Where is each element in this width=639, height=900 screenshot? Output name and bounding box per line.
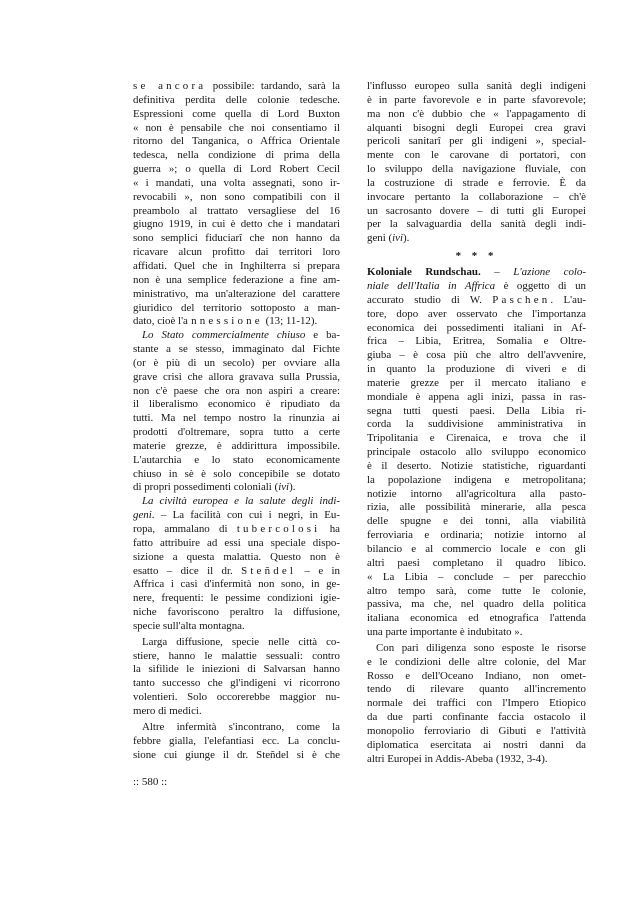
text-run: specie sull'alta montagna. <box>133 619 245 632</box>
text-run: materie grezze, è addirittura impossibile. <box>133 439 340 452</box>
text-line <box>133 691 340 705</box>
spaced-emphasis-text: se ancora <box>133 80 207 92</box>
text-line <box>367 94 586 108</box>
text-run: e le condizioni delle altre colonie, del Mar <box>367 655 586 668</box>
text-run: « i mandati, una volta assegnati, sono ir- <box>133 176 340 189</box>
text-run: (or è più di un secolo) per ovviare alla <box>133 356 340 369</box>
text-run: economica dei possedimenti italiani in Af- <box>367 321 586 334</box>
text-run: volentieri. Solo occorerebbe maggior nu- <box>133 691 340 704</box>
text-line <box>367 571 586 585</box>
text-line <box>367 349 586 363</box>
text-run: è il deserto. Notizie statistiche, riguardanti <box>367 459 586 472</box>
text-line <box>133 663 340 677</box>
text-run: niche favoriscono peraltro la diffusione, <box>133 606 340 619</box>
text-line <box>367 308 586 322</box>
text-run: invocare pertanto la collaborazione – ch'è <box>367 190 586 203</box>
text-line <box>133 329 340 343</box>
text-run: una parte importante è indubitato ». <box>367 626 523 639</box>
text-line <box>367 612 586 626</box>
text-run: dato, cioè l' <box>133 315 184 328</box>
text-line <box>367 626 586 640</box>
text-run: febbre gialla, l'elefantiasi ecc. La conclu- <box>133 734 340 747</box>
text-line <box>367 191 586 205</box>
text-run: giugno 1919, in cui è detto che i mandatari <box>133 218 340 231</box>
text-line <box>367 474 586 488</box>
right-column <box>367 80 586 767</box>
text-run: mente con le carovane di portatori, con <box>367 149 586 162</box>
text-line <box>367 405 586 419</box>
text-line <box>133 371 340 385</box>
text-line <box>367 122 586 136</box>
text-line <box>133 721 340 735</box>
text-run: Larga diffusione, specie nelle città co- <box>142 635 340 648</box>
text-line <box>367 280 586 294</box>
text-run: e ba- <box>305 329 340 342</box>
text-run: pericoli sanitarî per gli indigeni », special- <box>367 135 586 148</box>
text-line <box>367 322 586 336</box>
text-line <box>367 739 586 753</box>
text-line <box>133 551 340 565</box>
page-number: :: 580 :: <box>133 776 168 788</box>
text-line <box>367 753 586 767</box>
text-run: – <box>480 266 514 279</box>
text-run: non è una semplice federazione a fine am- <box>133 273 340 286</box>
text-line <box>367 670 586 684</box>
text-run: da due parti confinante faccia ostacolo il <box>367 711 586 724</box>
text-line <box>133 191 340 205</box>
text-run: altro tempo sarà, come tutte le colonie, <box>367 584 586 597</box>
text-run: prodotti d'oltremare, sopra tutto a certe <box>133 426 340 439</box>
text-run: l'influsso europeo sulla sanità degli indigeni <box>367 80 586 92</box>
text-line <box>367 683 586 697</box>
text-run: Affrica i casi d'infermità non sono, in ge- <box>133 578 340 591</box>
text-run: bilancio e al commercio locale e con gli <box>367 543 586 555</box>
text-run: lo sviluppo della navigazione fluviale, con <box>367 163 586 176</box>
text-run: Con pari diligenza sono esposte le risorse <box>376 641 586 654</box>
text-run: esatto – dice il dr. <box>133 564 242 577</box>
text-line <box>367 80 586 94</box>
italic-text: ivi <box>392 232 403 245</box>
text-line <box>367 460 586 474</box>
text-run: altri Europei in Addis-Abeba (1932, 3-4). <box>367 752 548 765</box>
text-line <box>133 260 340 274</box>
text-run: . – La facilità con cui i negri, in Eu- <box>151 509 340 522</box>
text-line <box>367 642 586 656</box>
text-run: un sacrosanto dovere – di tutti gli Europei <box>367 204 586 217</box>
text-line <box>367 711 586 725</box>
section-heading: Koloniale Rundschau. <box>367 266 481 279</box>
text-run: monopolio ferroviario di Gibuti e l'attività <box>367 724 586 737</box>
text-run: grave crisi che allora gravava sulla Prussia, <box>133 370 340 383</box>
text-line <box>133 677 340 691</box>
text-run: stiere, hanno le malattie sessuali: contro <box>133 649 340 662</box>
text-run: delle spugne e dei tonni, alla viabilità <box>367 515 586 528</box>
text-line <box>367 163 586 177</box>
text-line <box>133 94 340 108</box>
text-run: alquanti bisogni degli Europei crea gravi <box>367 121 586 134</box>
text-line <box>133 343 340 357</box>
text-line <box>133 636 340 650</box>
text-run: tedesca, nella condizione di prima della <box>133 149 340 162</box>
text-run: stante a se stesso, immaginato dal Fichte <box>133 343 340 356</box>
text-line <box>367 363 586 377</box>
text-run: tore, dopo aver osservato che l'importanza <box>367 307 586 320</box>
spaced-emphasis-text: Steñdel <box>241 564 297 577</box>
text-run: mondiale è appena agli inizi, passa in ras- <box>367 390 586 403</box>
spaced-emphasis-text: Paschen <box>492 293 551 306</box>
text-line <box>133 80 340 94</box>
text-run: Altre infermità s'incontrano, come la <box>142 720 340 733</box>
text-run: è in parte favorevole e in parte sfavorevole; <box>367 93 586 106</box>
text-line <box>367 205 586 219</box>
text-run: sono semplici fiduciarî che non hanno da <box>133 232 340 245</box>
spaced-emphasis-text: tubercolosi <box>236 523 321 535</box>
text-line <box>133 468 340 482</box>
text-line <box>367 488 586 502</box>
text-run: chiuso in sè è solo concepibile se dotato <box>133 467 340 480</box>
text-line <box>367 725 586 739</box>
text-run: « La Libia – conclude – per parecchio <box>367 570 586 583</box>
text-line <box>133 385 340 399</box>
text-run: L'autarchia e lo stato economicamente <box>133 453 340 466</box>
text-line <box>367 529 586 543</box>
text-line <box>367 515 586 529</box>
text-run: ). <box>403 232 410 245</box>
text-line <box>133 246 340 260</box>
text-line <box>133 509 340 523</box>
text-line <box>133 149 340 163</box>
text-run: la costruzione di strade e ferrovie. È da <box>367 176 586 189</box>
text-line <box>133 357 340 371</box>
text-line <box>133 108 340 122</box>
text-line <box>367 335 586 349</box>
text-line <box>367 585 586 599</box>
text-run: giuridico del territorio sottoposto a man- <box>133 301 340 314</box>
text-line <box>367 557 586 571</box>
text-run: materie grezze per il mercato italiano e <box>367 376 586 389</box>
text-line <box>133 163 340 177</box>
text-line <box>133 537 340 551</box>
text-run: ferroviaria e ordinaria; notizie intorno al <box>367 529 586 542</box>
text-run: tendo di rilevare quanto all'incremento <box>367 683 586 696</box>
text-line <box>367 266 586 280</box>
text-line <box>133 749 340 763</box>
text-line <box>133 135 340 149</box>
text-line <box>367 108 586 122</box>
text-run: è oggetto di un <box>495 279 586 292</box>
text-line <box>133 205 340 219</box>
text-run: la popolazione indigena e metropolitana; <box>367 473 586 486</box>
text-line <box>133 288 340 302</box>
text-run: in quanto la produzione di viveri e di <box>367 363 586 376</box>
text-line <box>133 454 340 468</box>
text-run: possibile: tardando, sarà la <box>206 80 340 92</box>
text-line <box>133 232 340 246</box>
text-line <box>367 232 586 246</box>
section-separator: * * * <box>455 250 498 263</box>
text-run: la sifilide le iniezioni di Salvarsan hanno <box>133 663 340 676</box>
text-line <box>367 598 586 612</box>
text-run: (13; 11-12). <box>262 315 318 328</box>
text-run: Espressioni come quella di Lord Buxton <box>133 107 340 120</box>
text-line <box>133 592 340 606</box>
text-line <box>133 705 340 719</box>
text-line <box>133 565 340 579</box>
text-run: mero di medici. <box>133 704 202 717</box>
text-line <box>133 122 340 136</box>
italic-text: Lo Stato commercialmente chiuso <box>142 329 306 342</box>
text-run: definitiva perdita delle colonie tedesche. <box>133 93 340 106</box>
text-run: ma non c'è dubbio che « l'appagamento di <box>367 107 586 120</box>
text-run: accurato studio di W. <box>367 293 493 306</box>
italic-text: La civiltà europea e la salute degli indi- <box>142 495 340 508</box>
text-run: tanto successo che gl'indigeni vi ricorrono <box>133 677 340 690</box>
text-run: giuba – è cosa più che altro dell'avvenire, <box>367 349 586 362</box>
text-run: sizione a questa malattia. Questo non è <box>133 550 340 563</box>
text-run: notizie intorno all'agricoltura alla pasto- <box>367 487 586 500</box>
text-line <box>133 606 340 620</box>
text-run: altri paesi completano il quadro libico. <box>367 556 586 569</box>
text-run: sione cui giunge il dr. Steñdel si è che <box>133 748 340 761</box>
text-run: frica – Libia, Eritrea, Somalia e Oltre- <box>367 335 586 348</box>
text-run: ). <box>289 481 296 494</box>
text-run: geni ( <box>367 232 393 245</box>
text-line <box>133 315 340 329</box>
text-run: italiana economica ed etnografica l'attenda <box>367 612 586 625</box>
text-run: ritorno del Tanganica, o Affrica Orientale <box>133 135 340 148</box>
text-run: ropa, ammalano di <box>133 523 237 535</box>
text-run: guerra »; o quella di Lord Robert Cecil <box>133 163 340 176</box>
text-line <box>133 440 340 454</box>
text-line <box>367 543 586 557</box>
text-line <box>133 412 340 426</box>
text-line <box>133 578 340 592</box>
text-run: revocabili », non sono compatibili con il <box>133 190 340 203</box>
text-line <box>367 218 586 232</box>
text-line <box>133 274 340 288</box>
text-line <box>367 697 586 711</box>
text-line <box>367 149 586 163</box>
text-run: passiva, ma che, nel quadro della politica <box>367 598 586 611</box>
text-line <box>133 218 340 232</box>
text-run: non c'è paese che ora non aspiri a creare: <box>133 384 340 397</box>
text-line <box>133 523 340 537</box>
text-run: Tripolitania e Cirenaica, e trova che il <box>367 432 586 445</box>
text-run: ricavare alcun profitto dai territori loro <box>133 246 340 259</box>
text-run: corda la suddivisione amministrativa in <box>367 418 586 431</box>
text-line <box>133 302 340 316</box>
text-run: ha <box>320 523 340 535</box>
text-run: rizia, alle possibilità minerarie, alla pesca <box>367 501 586 514</box>
text-line <box>367 432 586 446</box>
text-run: fatto attribuire ad essi una speciale dispo- <box>133 536 340 549</box>
text-run: ministrativo, ma un'alterazione del carattere <box>133 287 340 300</box>
italic-text: niale dell'Italia in Affrica <box>367 279 496 292</box>
left-column <box>133 80 340 762</box>
text-run: segna tutti questi paesi. Della Libia ri- <box>367 404 586 417</box>
text-line <box>133 650 340 664</box>
text-line <box>367 135 586 149</box>
italic-text: ivi <box>278 481 290 494</box>
text-line <box>133 426 340 440</box>
text-run: nere, frequenti: le pessime condizioni igie- <box>133 592 340 605</box>
text-line <box>133 398 340 412</box>
text-line <box>367 446 586 460</box>
text-line <box>367 391 586 405</box>
text-line <box>367 377 586 391</box>
text-run: . L'au- <box>550 293 587 306</box>
text-run: Rosso e dell'Oceano Indiano, non omet- <box>367 669 586 682</box>
italic-text: geni <box>133 509 152 522</box>
text-run: per la salvaguardia della sanità degli indi- <box>367 218 586 231</box>
text-run: diplomatica esercitata ai nostri danni da <box>367 738 586 751</box>
text-line <box>367 501 586 515</box>
text-line <box>133 495 340 509</box>
text-line <box>367 656 586 670</box>
text-run: il liberalismo economico è ripudiato da <box>133 398 340 411</box>
text-run: principale ostacolo allo sviluppo economico <box>367 446 586 459</box>
spaced-emphasis-text: annessione <box>183 315 263 328</box>
text-run: « non è pensabile che noi consentiamo il <box>133 121 340 134</box>
text-line <box>367 177 586 191</box>
text-run: affidati. Quel che in Inghilterra si prepara <box>133 259 340 272</box>
text-line <box>367 418 586 432</box>
text-run: preambolo al trattato versagliese del 16 <box>133 204 340 217</box>
text-line <box>133 620 340 634</box>
text-line <box>133 735 340 749</box>
text-line <box>133 481 340 495</box>
text-line <box>133 177 340 191</box>
text-run: normale dei traffici con l'Impero Etiopico <box>367 697 586 710</box>
text-run: – e in <box>296 564 340 577</box>
text-run: di propri possedimenti coloniali ( <box>133 481 279 494</box>
text-line <box>367 294 586 308</box>
italic-text: L'azione colo- <box>513 266 587 279</box>
text-run: tutti. Ma nel tempo nostro la rinunzia ai <box>133 412 340 425</box>
